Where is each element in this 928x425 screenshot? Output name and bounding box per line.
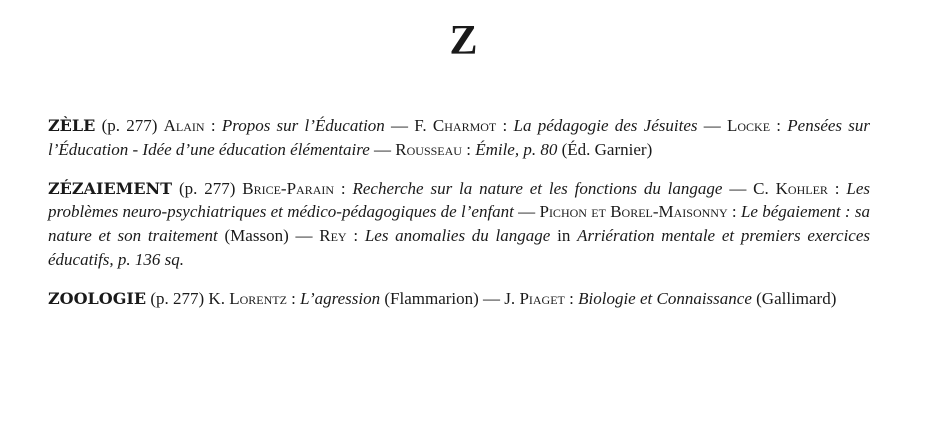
entry-references	[48, 116, 870, 159]
reference-text: (p. 277)	[172, 178, 243, 198]
bibliography-entry	[48, 287, 870, 311]
reference-text: (Masson) —	[217, 226, 320, 246]
reference-text: :	[286, 288, 301, 308]
work-title: Biologie et Connaissance	[578, 288, 752, 308]
work-title: Les problèmes neuro-psychiatriques et médico-pédagogiques de l’enfant	[48, 178, 870, 222]
work-title: Les anomalies du langage	[364, 226, 551, 246]
entry-headword: ZOOLOGIE	[48, 288, 147, 308]
reference-text: —	[369, 139, 396, 159]
work-title: Émile, p. 80	[475, 139, 558, 159]
reference-text: —	[513, 202, 540, 222]
author-name: Alain	[163, 116, 205, 135]
reference-text: (Gallimard)	[751, 288, 837, 308]
reference-text: :	[727, 202, 741, 222]
author-name: Brice-Parain	[242, 178, 335, 198]
bibliography-entries	[48, 114, 870, 326]
work-title: Le bégaiement : sa nature et son traitement	[48, 202, 870, 246]
author-name: Pichon et Borel-Maisonny	[539, 202, 728, 222]
work-title: La pédagogie des Jésuites	[513, 116, 698, 135]
bibliography-entry	[48, 114, 870, 162]
entry-references	[146, 289, 836, 308]
reference-text: (Flammarion) — J.	[380, 288, 520, 308]
author-name: Kohler	[775, 178, 828, 198]
entry-headword: ZÈLE	[48, 116, 96, 135]
author-name: Lorentz	[229, 288, 287, 308]
reference-text: (Éd. Garnier)	[557, 139, 653, 159]
reference-text: in	[550, 226, 578, 246]
bibliography-entry	[48, 177, 870, 272]
author-name: Locke	[726, 116, 771, 135]
reference-text: :	[770, 116, 788, 135]
work-title: Recherche sur la nature et les fonctions du langage	[352, 178, 723, 198]
reference-text: :	[827, 178, 847, 198]
section-letter: Z	[449, 18, 479, 64]
reference-text: (p. 277)	[95, 116, 164, 135]
reference-text: :	[204, 116, 222, 135]
reference-text: :	[461, 139, 476, 159]
reference-text: :	[496, 116, 514, 135]
reference-text: — C.	[722, 178, 776, 198]
author-name: Piaget	[519, 288, 565, 308]
reference-text: :	[334, 178, 353, 198]
reference-text: —	[697, 116, 727, 135]
entry-references	[48, 179, 870, 269]
author-name: Rey	[319, 226, 347, 246]
reference-text: :	[346, 226, 365, 246]
author-name: Rousseau	[395, 139, 462, 159]
author-name: Charmot	[432, 116, 497, 135]
entry-headword: ZÉZAIEMENT	[48, 178, 173, 198]
work-title: Pensées sur l’Éducation - Idée d’une éducation élémentaire	[48, 116, 871, 159]
work-title: Propos sur l’Éducation	[221, 116, 385, 135]
reference-text: — F.	[384, 116, 433, 135]
work-title: Arriération mentale et premiers exercices éducatifs, p. 136 sq.	[48, 226, 871, 269]
work-title: L’agression	[300, 288, 381, 308]
reference-text: (p. 277) K.	[146, 288, 230, 308]
reference-text: :	[564, 288, 579, 308]
